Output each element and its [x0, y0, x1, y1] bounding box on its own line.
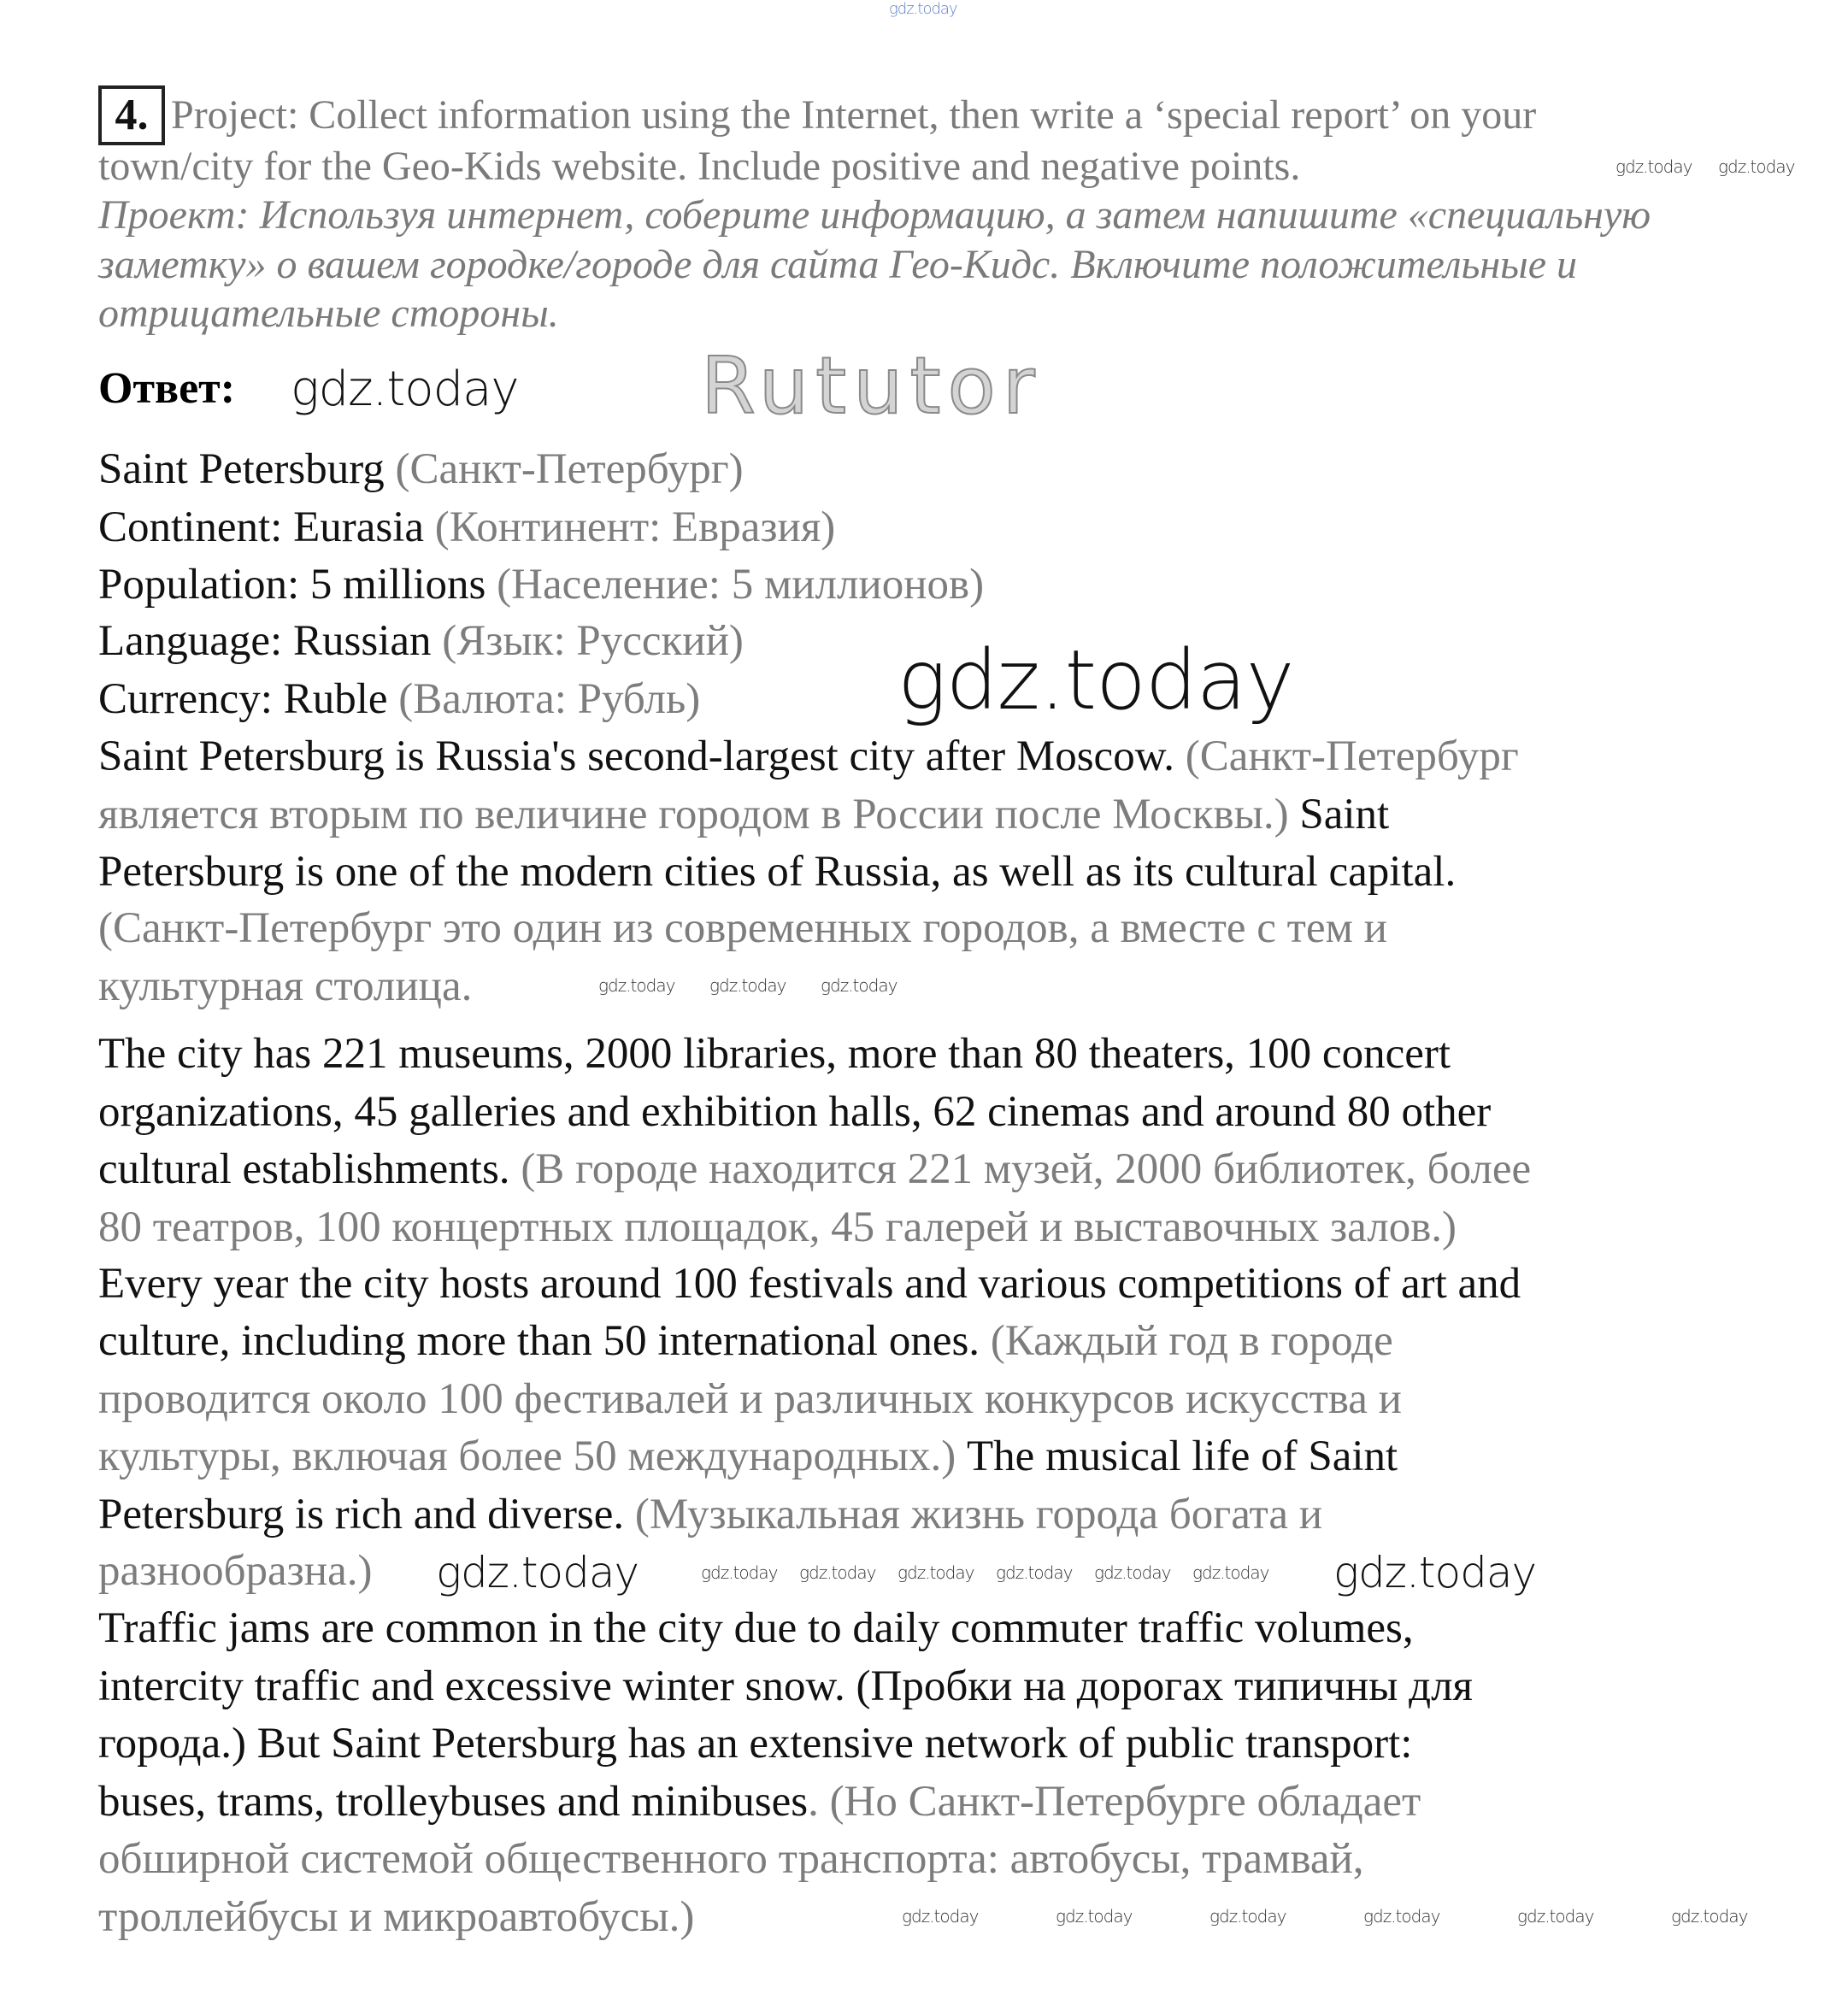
russian-translation: (Санкт-Петербург — [1185, 732, 1519, 780]
english-text: culture, including more than 50 international ones. — [98, 1317, 991, 1365]
watermark: gdz.today — [291, 362, 519, 417]
task-translation: Проект: Используя интернет, соберите информацию, а затем напишите «специальную — [98, 192, 1651, 238]
watermark: gdz.today — [1616, 156, 1692, 177]
task-text: town/city for the Geo-Kids website. Include positive and negative points. — [98, 144, 1301, 189]
russian-translation: (Валюта: Рубль) — [398, 674, 701, 723]
watermark: gdz.today — [1671, 1906, 1748, 1927]
watermark: gdz.today — [701, 1562, 778, 1583]
watermark: gdz.today — [1517, 1906, 1594, 1927]
english-text: Traffic jams are common in the city due to daily commuter traffic volumes, — [98, 1604, 1414, 1652]
english-text: города.) But Saint Petersburg has an extensive network of public transport: — [98, 1720, 1413, 1768]
watermark: gdz.today — [1209, 1906, 1286, 1927]
english-text: Population: 5 millions — [98, 561, 497, 609]
russian-translation: 80 театров, 100 концертных площадок, 45 галерей и выставочных залов.) — [98, 1203, 1457, 1251]
answer-line — [98, 556, 984, 614]
answer-line — [98, 1084, 1491, 1141]
answer-line — [98, 671, 700, 728]
english-text: Currency: Ruble — [98, 674, 399, 723]
english-text: cultural establishments. — [98, 1145, 521, 1193]
russian-translation: (Санкт-Петербург) — [395, 445, 744, 493]
watermark: gdz.today — [1094, 1562, 1171, 1583]
russian-translation: проводится около 100 фестивалей и различных конкурсов искусства и — [98, 1374, 1402, 1423]
answer-line — [98, 1199, 1457, 1256]
russian-translation: (Континент: Евразия) — [434, 503, 836, 551]
watermark: gdz.today — [1718, 156, 1795, 177]
answer-line — [98, 1313, 1393, 1370]
english-text: The musical life of Saint — [966, 1432, 1398, 1480]
english-text: buses, trams, trolleybuses and minibuses — [98, 1777, 809, 1826]
russian-translation: культуры, включая более 50 международных.) — [98, 1432, 967, 1480]
watermark: gdz.today — [436, 1548, 639, 1597]
english-text: organizations, 45 galleries and exhibition halls, 62 cinemas and around 80 other — [98, 1087, 1492, 1136]
answer-line — [98, 441, 744, 498]
answer-line — [98, 1428, 1398, 1485]
english-text: Language: Russian — [98, 617, 443, 665]
task-translation: отрицательные стороны. — [98, 291, 559, 336]
russian-translation: культурная столица. — [98, 962, 473, 1010]
english-text: Petersburg is rich and diverse. — [98, 1490, 635, 1538]
russian-translation: (Население: 5 миллионов) — [497, 561, 985, 609]
russian-translation: (Каждый год в городе — [990, 1317, 1393, 1365]
english-text: Petersburg is one of the modern cities of Russia, as well as its cultural capital. — [98, 848, 1457, 896]
watermark: gdz.today — [821, 975, 898, 996]
russian-translation: разнообразна.) — [98, 1546, 373, 1595]
answer-line — [98, 1831, 1364, 1888]
answer-line — [98, 1889, 694, 1946]
answer-line — [98, 1600, 1414, 1657]
russian-translation: (Музыкальная жизнь города богата и — [634, 1490, 1323, 1538]
task-translation: заметку» о вашем городке/городе для сайта Гео-Кидс. Включите положительные и — [98, 242, 1577, 287]
watermark: gdz.today — [996, 1562, 1073, 1583]
russian-translation: (Санкт-Петербург это один из современных городов, а вместе с тем и — [98, 904, 1387, 952]
russian-translation: . (Но Санкт-Петербурге обладает — [808, 1777, 1421, 1826]
russian-translation: обширной системой общественного транспорта: автобусы, трамвай, — [98, 1835, 1364, 1883]
english-text: Every year the city hosts around 100 festivals and various competitions of art and — [98, 1259, 1521, 1308]
russian-translation: (Язык: Русский) — [442, 617, 744, 665]
answer-line — [98, 844, 1456, 901]
answer-line — [98, 1026, 1451, 1083]
answer-line — [98, 728, 1519, 785]
watermark: gdz.today — [889, 0, 957, 18]
answer-line — [98, 1715, 1412, 1773]
answer-line — [98, 1543, 372, 1600]
russian-translation: является вторым по величине городом в России после Москвы.) — [98, 790, 1300, 838]
watermark: gdz.today — [1056, 1906, 1133, 1927]
english-text: intercity traffic and excessive winter snow. (Пробки на дорогах типичны для — [98, 1662, 1474, 1710]
answer-line — [98, 1141, 1531, 1198]
russian-translation: (В городе находится 221 музей, 2000 библиотек, более — [521, 1145, 1532, 1193]
english-text: Saint Petersburg is Russia's second-largest city after Moscow. — [98, 732, 1186, 780]
answer-line — [98, 900, 1387, 957]
task-number: 4. — [98, 85, 165, 145]
answer-line — [98, 1658, 1473, 1715]
watermark: gdz.today — [898, 632, 1294, 728]
answer-line — [98, 786, 1389, 844]
answer-line — [98, 1486, 1322, 1544]
background-watermark: Rututor — [701, 340, 1042, 432]
watermark: gdz.today — [799, 1562, 876, 1583]
answer-line — [98, 1256, 1521, 1313]
watermark: gdz.today — [1363, 1906, 1440, 1927]
answer-line — [98, 613, 744, 670]
answer-line — [98, 1774, 1421, 1831]
russian-translation: троллейбусы и микроавтобусы.) — [98, 1892, 695, 1941]
watermark: gdz.today — [709, 975, 786, 996]
answer-line — [98, 958, 472, 1015]
watermark: gdz.today — [902, 1906, 979, 1927]
answer-heading: Ответ: — [98, 364, 236, 413]
english-text: The city has 221 museums, 2000 libraries, more than 80 theaters, 100 concert — [98, 1030, 1451, 1078]
answer-line — [98, 1371, 1402, 1428]
english-text: Continent: Eurasia — [98, 503, 435, 551]
watermark: gdz.today — [1192, 1562, 1269, 1583]
watermark: gdz.today — [1333, 1548, 1537, 1597]
watermark: gdz.today — [598, 975, 675, 996]
english-text: Saint — [1299, 790, 1390, 838]
task-text: Project: Collect information using the Internet, then write a ‘special report’ on your — [171, 92, 1537, 138]
answer-line — [98, 499, 835, 556]
english-text: Saint Petersburg — [98, 445, 396, 493]
watermark: gdz.today — [898, 1562, 974, 1583]
